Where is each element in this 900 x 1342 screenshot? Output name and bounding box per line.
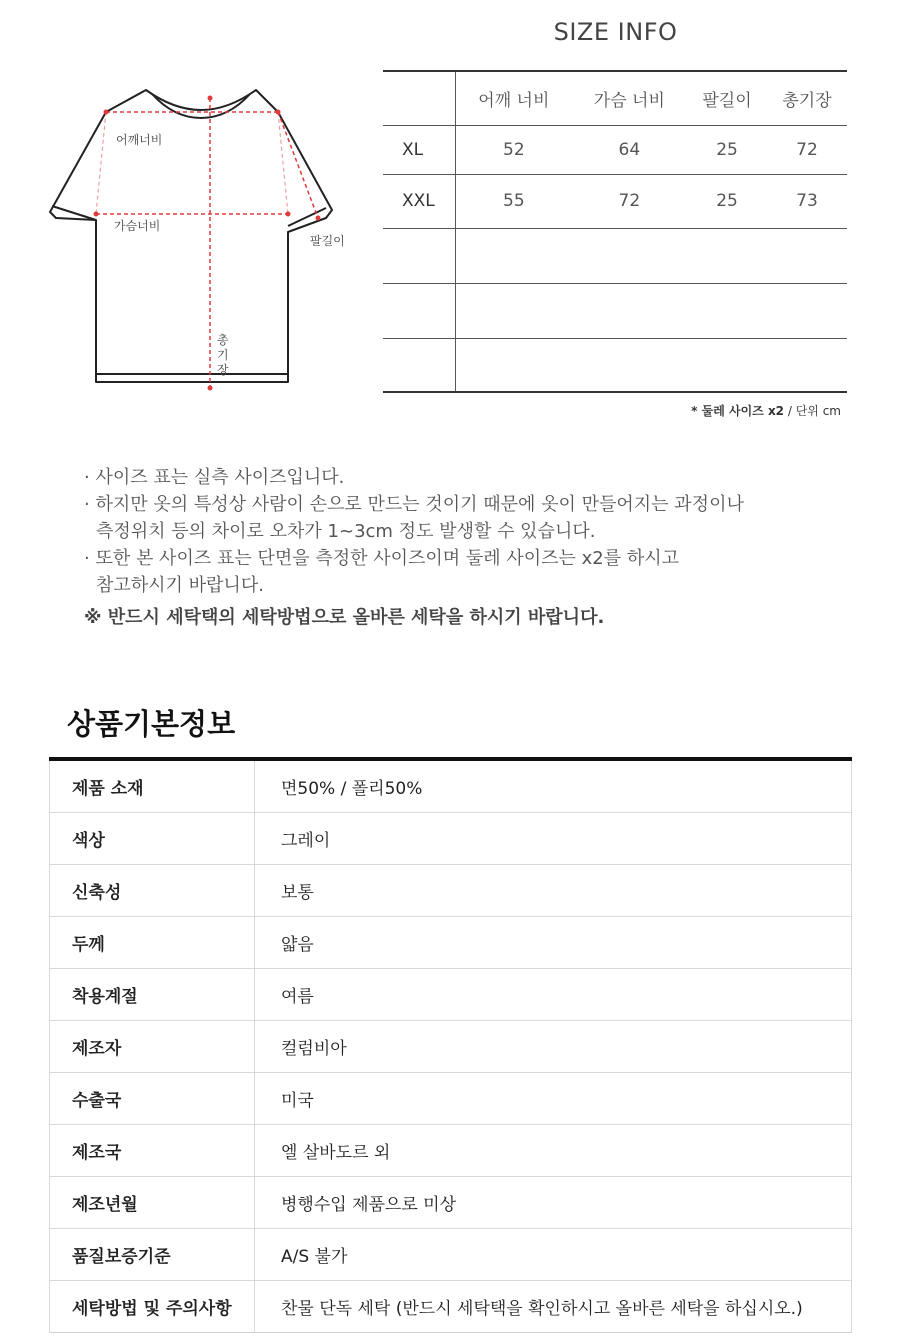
size-value: 25 xyxy=(687,125,767,174)
note-line: · 하지만 옷의 특성상 사람이 손으로 만드는 것이기 때문에 옷이 만들어지는 과정이나 xyxy=(84,494,744,515)
info-row-warranty xyxy=(50,1229,852,1281)
info-row-season xyxy=(50,969,852,1021)
info-value: 여름 xyxy=(255,969,852,1021)
size-row-xl xyxy=(383,125,847,174)
size-note-bold: * 둘레 사이즈 x2 xyxy=(691,404,785,418)
info-key: 제조자 xyxy=(50,1021,255,1073)
size-value: 25 xyxy=(687,174,767,228)
info-key: 제조년월 xyxy=(50,1177,255,1229)
size-value: 52 xyxy=(456,125,572,174)
info-row-material xyxy=(50,759,852,813)
info-key: 색상 xyxy=(50,813,255,865)
size-row-empty xyxy=(383,228,847,283)
size-header-length: 총기장 xyxy=(767,71,847,125)
product-info-title: 상품기본정보 xyxy=(67,707,236,741)
size-note-unit: / 단위 cm xyxy=(784,404,841,418)
size-unit-note xyxy=(691,402,841,419)
size-value: 72 xyxy=(572,174,687,228)
info-key: 품질보증기준 xyxy=(50,1229,255,1281)
product-info-table xyxy=(49,757,852,1333)
size-row-empty xyxy=(383,283,847,338)
size-value: 72 xyxy=(767,125,847,174)
info-value: 미국 xyxy=(255,1073,852,1125)
info-row-export-country xyxy=(50,1073,852,1125)
length-label-2: 기 xyxy=(217,348,229,362)
tshirt-outline xyxy=(50,90,332,382)
info-key: 신축성 xyxy=(50,865,255,917)
size-label: XL xyxy=(383,125,456,174)
info-value: 찬물 단독 세탁 (반드시 세탁택을 확인하시고 올바른 세탁을 하십시오.) xyxy=(255,1281,852,1333)
info-value: 엘 살바도르 외 xyxy=(255,1125,852,1177)
length-label-1: 총 xyxy=(217,333,229,347)
size-row-xxl xyxy=(383,174,847,228)
info-key: 착용계절 xyxy=(50,969,255,1021)
size-value: 64 xyxy=(572,125,687,174)
size-header-chest: 가슴 너비 xyxy=(572,71,687,125)
size-info-title: SIZE INFO xyxy=(553,18,678,46)
info-value: 보통 xyxy=(255,865,852,917)
info-value: 병행수입 제품으로 미상 xyxy=(255,1177,852,1229)
size-header-shoulder: 어깨 너비 xyxy=(456,71,572,125)
info-key: 수출국 xyxy=(50,1073,255,1125)
info-row-origin xyxy=(50,1125,852,1177)
info-row-manufacture-date xyxy=(50,1177,852,1229)
info-key: 제조국 xyxy=(50,1125,255,1177)
shoulder-label: 어깨너비 xyxy=(116,133,163,147)
size-table-header xyxy=(383,71,847,125)
info-key: 세탁방법 및 주의사항 xyxy=(50,1281,255,1333)
info-value: 면50% / 폴리50% xyxy=(255,759,852,813)
size-notes xyxy=(84,464,744,631)
info-key: 제품 소재 xyxy=(50,759,255,813)
chest-label: 가슴너비 xyxy=(114,219,161,233)
info-row-stretch xyxy=(50,865,852,917)
info-row-thickness xyxy=(50,917,852,969)
tshirt-measure-diagram xyxy=(40,80,370,400)
size-row-empty xyxy=(383,338,847,392)
note-line: · 사이즈 표는 실측 사이즈입니다. xyxy=(84,467,345,488)
info-value: A/S 불가 xyxy=(255,1229,852,1281)
sleeve-label: 팔길이 xyxy=(310,234,345,248)
info-row-washing xyxy=(50,1281,852,1333)
info-value: 컬럼비아 xyxy=(255,1021,852,1073)
info-key: 두께 xyxy=(50,917,255,969)
size-label: XXL xyxy=(383,174,456,228)
note-line: 측정위치 등의 차이로 오차가 1~3cm 정도 발생할 수 있습니다. xyxy=(96,521,596,542)
sleeve-measure-line xyxy=(278,112,318,218)
info-row-manufacturer xyxy=(50,1021,852,1073)
info-row-color xyxy=(50,813,852,865)
size-value: 73 xyxy=(767,174,847,228)
length-label-3: 장 xyxy=(217,363,229,377)
washing-warning: ※ 반드시 세탁택의 세탁방법으로 올바른 세탁을 하시기 바랍니다. xyxy=(84,607,605,628)
size-value: 55 xyxy=(456,174,572,228)
info-value: 그레이 xyxy=(255,813,852,865)
size-table xyxy=(383,70,847,393)
info-value: 얇음 xyxy=(255,917,852,969)
note-line: · 또한 본 사이즈 표는 단면을 측정한 사이즈이며 둘레 사이즈는 x2를 하시고 xyxy=(84,548,680,569)
measure-guides xyxy=(96,112,288,214)
size-header-sleeve: 팔길이 xyxy=(687,71,767,125)
note-line: 참고하시기 바랍니다. xyxy=(96,575,264,596)
size-header-empty xyxy=(383,71,456,125)
